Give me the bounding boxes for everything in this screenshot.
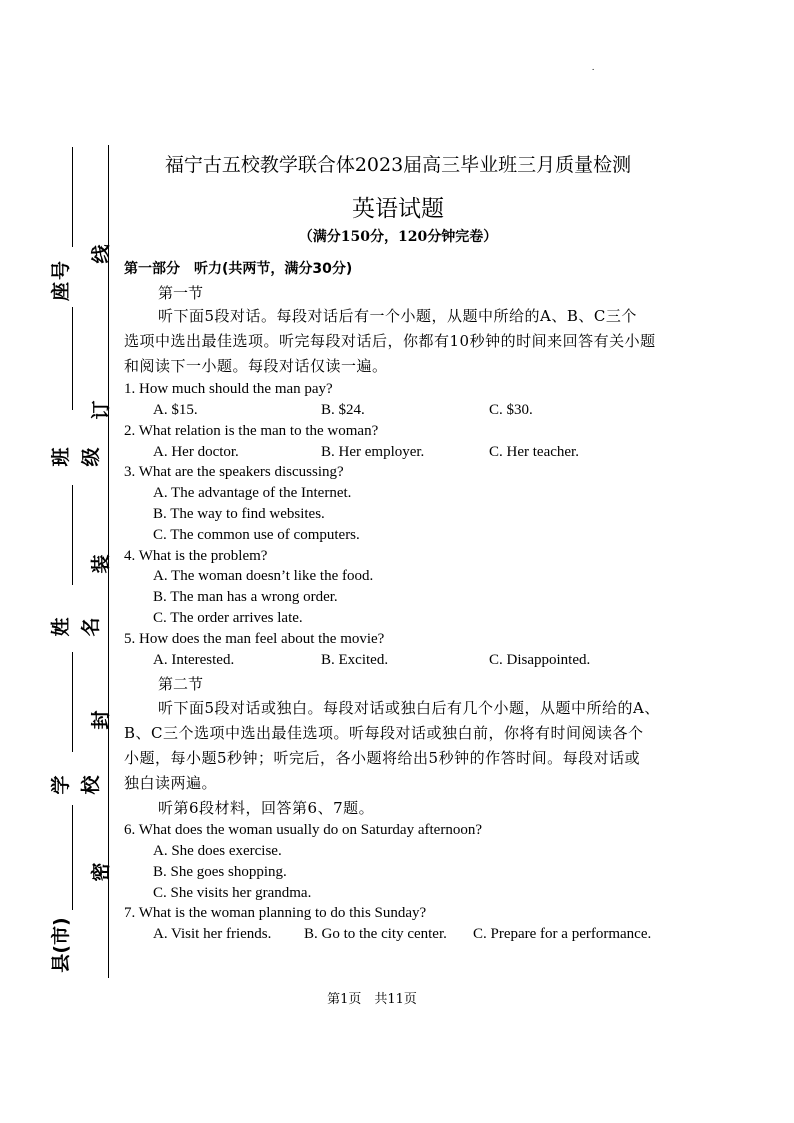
q1-option-b: B. $24. [321, 402, 365, 418]
q2-option-b: B. Her employer. [321, 444, 425, 460]
q3-option-c: C. The common use of computers. [153, 527, 360, 543]
q7-option-c: C. Prepare for a performance. [473, 926, 652, 942]
school-rule [72, 652, 73, 752]
q3-option-a: A. The advantage of the Internet. [153, 485, 352, 501]
section2-instruction-line2: B、C三个选项中选出最佳选项。听每段对话或独白前，你将有时间阅读各个 [124, 724, 644, 742]
q1-stem: 1. How much should the man pay? [124, 381, 333, 397]
section2-instruction-line4: 独白读两遍。 [124, 774, 218, 792]
q6-option-b: B. She goes shopping. [153, 864, 287, 880]
q6-option-c: C. She visits her grandma. [153, 885, 312, 901]
section1-label: 第一节 [158, 284, 204, 302]
q6-option-a: A. She does exercise. [153, 843, 282, 859]
q3-option-b: B. The way to find websites. [153, 506, 325, 522]
section2-instruction-line1: 听下面5段对话或独白。每段对话或独白后有几个小题，从题中所给的A、 [158, 699, 660, 717]
q4-option-b: B. The man has a wrong order. [153, 589, 338, 605]
q4-option-c: C. The order arrives late. [153, 610, 303, 626]
class-rule [72, 307, 73, 410]
q5-option-b: B. Excited. [321, 652, 389, 668]
q5-stem: 5. How does the man feel about the movie? [124, 631, 385, 647]
q4-stem: 4. What is the problem? [124, 548, 268, 564]
name-rule [72, 485, 73, 585]
q5-option-c: C. Disappointed. [489, 652, 591, 668]
q2-option-a: A. Her doctor. [153, 444, 239, 460]
q7-option-a: A. Visit her friends. [153, 926, 272, 942]
section1-instruction-line2: 选项中选出最佳选项。听完每段对话后，你都有10秒钟的时间来回答有关小题 [124, 332, 656, 350]
q3-stem: 3. What are the speakers discussing? [124, 464, 344, 480]
page-footer: 第1页 共11页 [327, 992, 417, 1007]
score-note: （满分150分，120分钟完卷） [298, 229, 498, 245]
section2-label: 第二节 [158, 675, 204, 693]
subject-title: 英语试题 [352, 196, 444, 222]
q1-option-a: A. $15. [153, 402, 198, 418]
exam-title: 福宁古五校教学联合体2023届高三毕业班三月质量检测 [164, 154, 632, 176]
q7-option-b: B. Go to the city center. [304, 926, 447, 942]
name-label: 姓名 [50, 597, 102, 637]
section1-instruction-line3: 和阅读下一小题。每段对话仅读一遍。 [124, 357, 388, 375]
q2-stem: 2. What relation is the man to the woman? [124, 423, 379, 439]
county-label: 县(市) [50, 917, 72, 973]
seal-char-secret: 密 [89, 862, 112, 882]
school-label: 学校 [50, 761, 102, 795]
q4-option-a: A. The woman doesn’t like the food. [153, 568, 374, 584]
seal-char-seal: 封 [89, 710, 112, 730]
seat-number-label: 座号 [50, 259, 72, 302]
q6-stem: 6. What does the woman usually do on Saturday afternoon? [124, 822, 482, 838]
seat-number-rule [72, 147, 73, 247]
q1-option-c: C. $30. [489, 402, 533, 418]
header-mark: . [592, 62, 595, 72]
q7-stem: 7. What is the woman planning to do this Sunday? [124, 905, 427, 921]
county-rule [72, 805, 73, 910]
q2-option-c: C. Her teacher. [489, 444, 579, 460]
section1-instruction-line1: 听下面5段对话。每段对话后有一个小题，从题中所给的A、B、C三个 [158, 307, 637, 325]
seal-char-line: 线 [89, 244, 112, 264]
class-label: 班级 [50, 425, 102, 467]
section2-instruction-line3: 小题，每小题5秒钟；听完后，各小题将给出5秒钟的作答时间。每段对话或 [124, 749, 641, 767]
part1-heading: 第一部分 听力(共两节，满分30分) [124, 261, 353, 277]
seal-char-install: 装 [89, 554, 112, 574]
section2-material-note: 听第6段材料，回答第6、7题。 [158, 799, 375, 817]
q5-option-a: A. Interested. [153, 652, 235, 668]
seal-char-order: 订 [89, 400, 112, 420]
